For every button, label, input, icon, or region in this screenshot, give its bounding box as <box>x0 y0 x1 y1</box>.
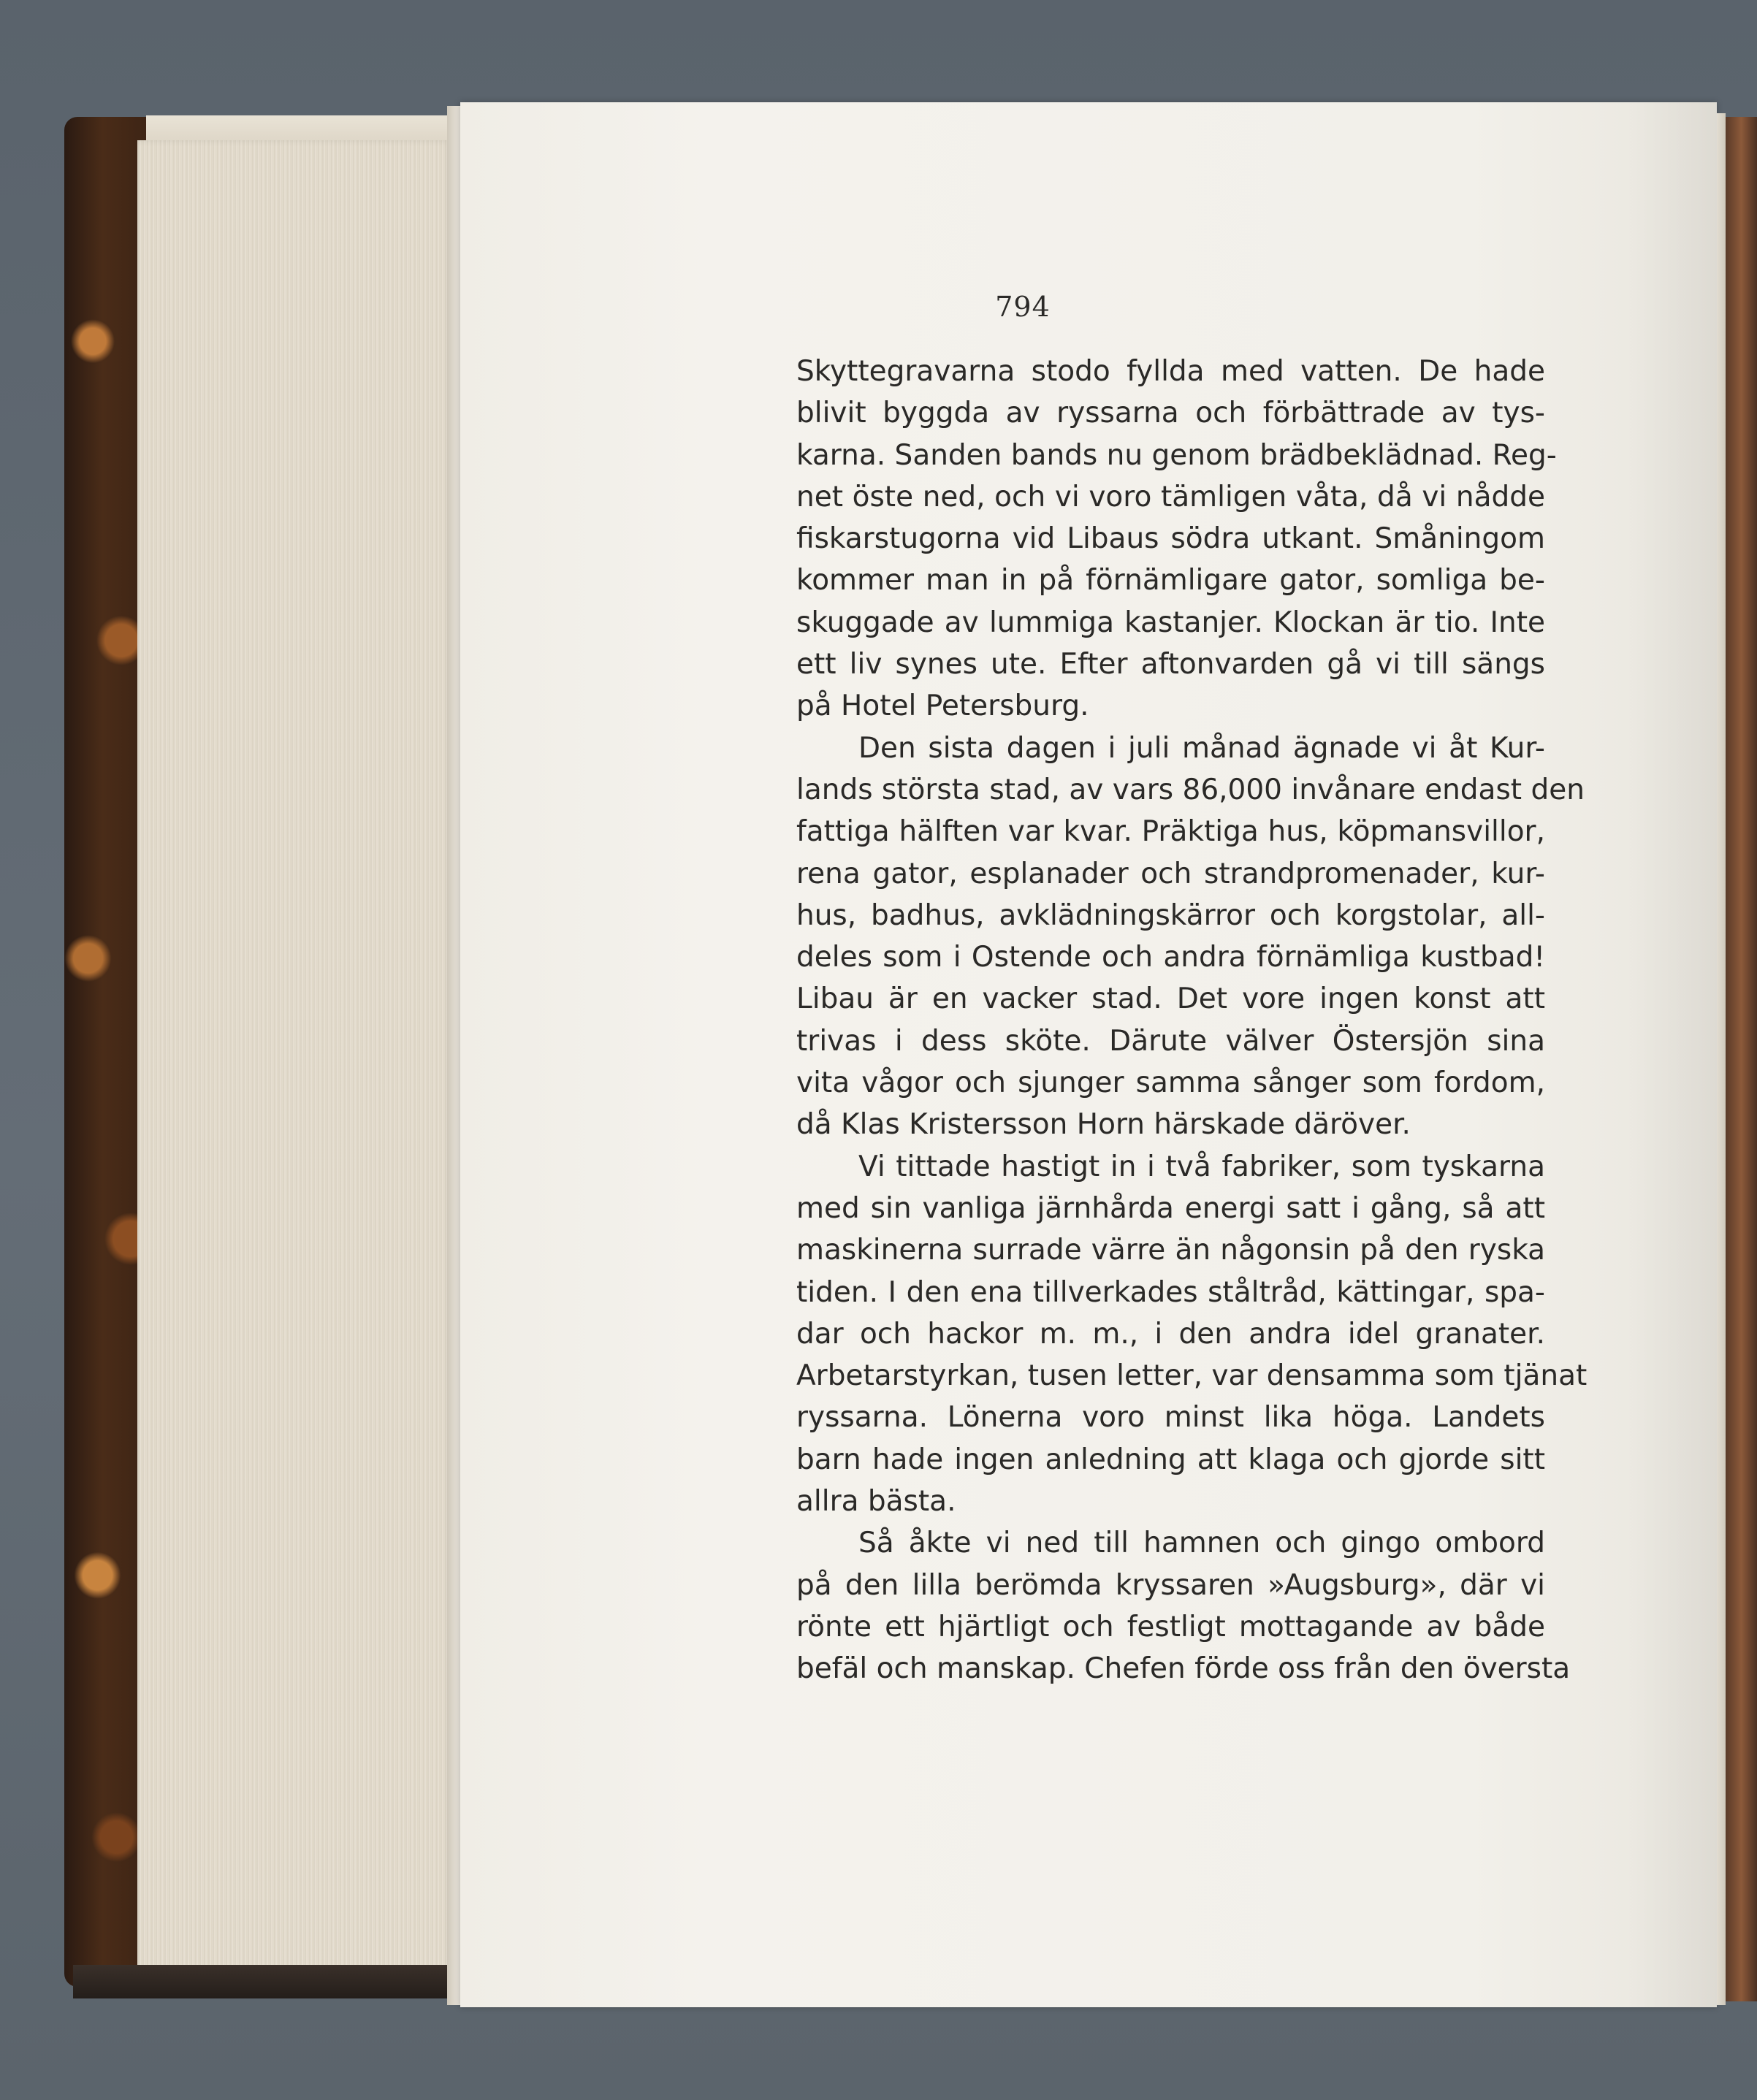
text-line: skuggade av lummiga kastanjer. Klockan är tio. Inte <box>796 606 1545 639</box>
text-line: på Hotel Petersburg. <box>796 690 1089 723</box>
next-page-edge <box>1717 113 1726 2005</box>
text-line: trivas i dess sköte. Därute välver Östersjön sina <box>796 1024 1545 1058</box>
text-line: fiskarstugorna vid Libaus södra utkant. Småningom <box>796 522 1545 556</box>
text-line: Vi tittade hastigt in i två fabriker, som tyskarna <box>858 1150 1545 1183</box>
text-line: befäl och manskap. Chefen förde oss från den översta <box>796 1652 1571 1686</box>
text-line: allra bästa. <box>796 1485 956 1519</box>
text-line: kommer man in på förnämligare gator, somliga be- <box>796 564 1545 597</box>
text-line: Libau är en vacker stad. Det vore ingen konst att <box>796 982 1545 1016</box>
text-line: rönte ett hjärtligt och festligt mottagande av både <box>796 1610 1545 1643</box>
text-line: fattiga hälften var kvar. Präktiga hus, köpmansvillor, <box>796 815 1545 849</box>
page-text <box>796 351 1588 1690</box>
text-line: blivit byggda av ryssarna och förbättrade av tys- <box>796 397 1545 430</box>
text-line: rena gator, esplanader och strandpromenader, kur- <box>796 857 1545 890</box>
text-line: Skyttegravarna stodo fyllda med vatten. De hade <box>796 355 1545 388</box>
page-number: 794 <box>995 291 1051 323</box>
text-line: med sin vanliga järnhårda energi satt i gång, så att <box>796 1191 1545 1225</box>
text-line: på den lilla berömda kryssaren »Augsburg», där vi <box>796 1568 1545 1602</box>
book-cover-right <box>1726 117 1757 2001</box>
text-line: ryssarna. Lönerna voro minst lika höga. Landets <box>796 1401 1545 1435</box>
text-line: Den sista dagen i juli månad ägnade vi åt Kur- <box>858 731 1545 765</box>
text-line: deles som i Ostende och andra förnämliga kustbad! <box>796 941 1545 974</box>
text-line: Så åkte vi ned till hamnen och gingo ombord <box>858 1527 1545 1560</box>
text-line: vita vågor och sjunger samma sånger som fordom, <box>796 1066 1545 1100</box>
page-stack-edges <box>137 140 453 1972</box>
text-line: hus, badhus, avklädningskärror och korgstolar, all- <box>796 898 1545 932</box>
page-shadow <box>1625 102 1717 2007</box>
text-line: tiden. I den ena tillverkades ståltråd, kättingar, spa- <box>796 1275 1545 1309</box>
text-line: lands största stad, av vars 86,000 invånare endast den <box>796 773 1585 806</box>
text-line: då Klas Kristersson Horn härskade däröver. <box>796 1108 1411 1142</box>
text-line: barn hade ingen anledning att klaga och gjorde sitt <box>796 1443 1545 1476</box>
text-line: dar och hackor m. m., i den andra idel granater. <box>796 1317 1545 1351</box>
text-line: karna. Sanden bands nu genom brädbeklädnad. Reg- <box>796 438 1557 472</box>
text-line: ett liv synes ute. Efter aftonvarden gå vi till sängs <box>796 648 1545 681</box>
text-line: maskinerna surrade värre än någonsin på den ryska <box>796 1234 1545 1267</box>
text-line: Arbetarstyrkan, tusen letter, var densamma som tjänat <box>796 1359 1588 1393</box>
text-line: net öste ned, och vi voro tämligen våta, då vi nådde <box>796 480 1545 513</box>
